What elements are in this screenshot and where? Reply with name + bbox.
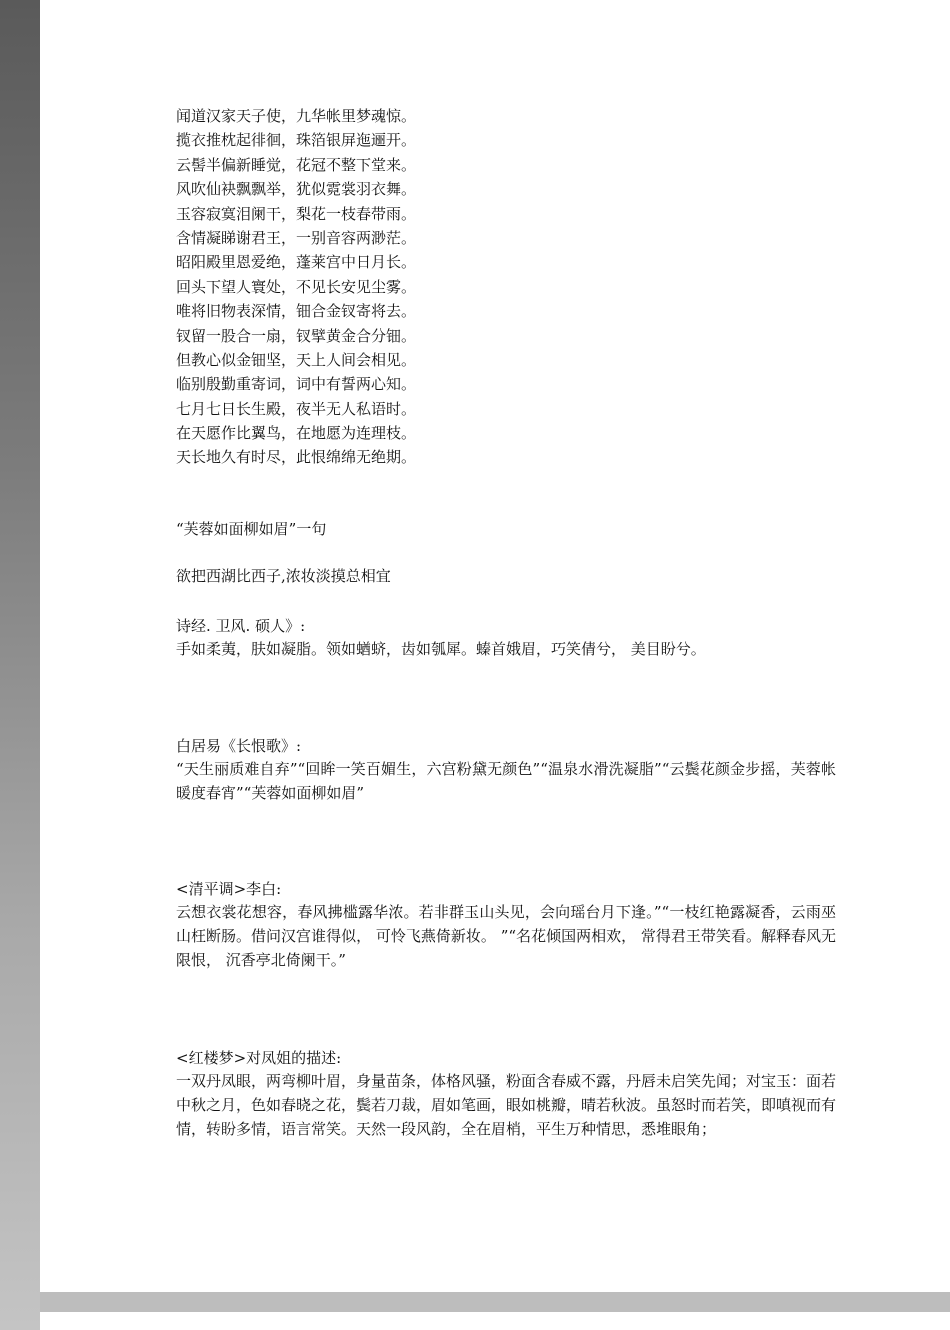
section-qingpingdiao — [176, 878, 836, 972]
poem-line: 临别殷勤重寄词，词中有誓两心知。 — [176, 375, 417, 394]
section-shijing — [176, 615, 836, 661]
poem-line: 七月七日长生殿，夜半无人私语时。 — [176, 399, 417, 418]
section-body: 一双丹凤眼，两弯柳叶眉，身量苗条，体格风骚，粉面含春威不露，丹唇未启笑先闻；对宝玉：面若中秋之月，色如春晓之花，鬓若刀裁，眉如笔画，眼如桃瓣，晴若秋波。虽怒时而若笑，即嗔视而有情，转盼多情，语言常笑。天然一段风韵，全在眉梢，平生万种情思，悉堆眼角； — [176, 1072, 837, 1138]
bottom-margin-bar — [40, 1292, 950, 1312]
left-margin-bar — [0, 0, 40, 1330]
poem-line: 钗留一股合一扇，钗擘黄金合分钿。 — [176, 326, 417, 345]
poem-line: 昭阳殿里恩爱绝，蓬莱宫中日月长。 — [176, 253, 417, 272]
poem-line: 闻道汉家天子使，九华帐里梦魂惊。 — [176, 107, 417, 125]
section-hongloumeng — [176, 1047, 836, 1141]
section-heading: 诗经. 卫风. 硕人》: — [176, 617, 306, 635]
poem-line: 揽衣推枕起徘徊，珠箔银屏迤逦开。 — [176, 131, 417, 150]
poem-line: 回头下望人寰处，不见长安见尘雾。 — [176, 277, 417, 296]
poem-line: 风吹仙袂飘飘举，犹似霓裳羽衣舞。 — [176, 180, 417, 199]
poem-excerpt — [176, 104, 836, 470]
poem-line: 玉容寂寞泪阑干，梨花一枝春带雨。 — [176, 204, 417, 223]
poem-line: 唯将旧物表深情，钿合金钗寄将去。 — [176, 302, 417, 321]
section-body: “天生丽质难自弃”“回眸一笑百媚生，六宫粉黛无颜色”“温泉水滑洗凝脂”“云鬓花颜金步摇，芙蓉帐暖度春宵”“芙蓉如面柳如眉” — [176, 760, 836, 802]
section-heading-xihu: 欲把西湖比西子,浓妆淡摸总相宜 — [176, 567, 391, 585]
poem-line: 含情凝睇谢君王，一别音容两渺茫。 — [176, 228, 417, 247]
section-heading: 白居易《长恨歌》: — [176, 737, 302, 755]
poem-line: 在天愿作比翼鸟，在地愿为连理枝。 — [176, 424, 417, 443]
section-heading: <清平调>李白: — [176, 880, 282, 898]
section-body: 手如柔荑，肤如凝脂。领如蝤蛴，齿如瓠犀。螓首娥眉，巧笑倩兮， 美目盼兮。 — [176, 640, 706, 658]
poem-line: 云髻半偏新睡觉，花冠不整下堂来。 — [176, 155, 417, 174]
bottom-margin-strip — [40, 1312, 950, 1330]
section-heading: <红楼梦>对凤姐的描述: — [176, 1049, 342, 1067]
section-body: 云想衣裳花想容，春风拂槛露华浓。若非群玉山头见，会向瑶台月下逢。”“一枝红艳露凝香，云雨巫山枉断肠。借问汉宫谁得似， 可怜飞燕倚新妆。 ”“名花倾国两相欢， 常得君王带笑看。解释春风无限恨， 沉香亭北倚阑干。” — [176, 903, 836, 969]
section-changhenge — [176, 735, 836, 805]
poem-line: 天长地久有时尽，此恨绵绵无绝期。 — [176, 448, 417, 467]
section-heading-furong: “芙蓉如面柳如眉”一句 — [176, 520, 327, 538]
poem-line: 但教心似金钿坚，天上人间会相见。 — [176, 350, 417, 369]
